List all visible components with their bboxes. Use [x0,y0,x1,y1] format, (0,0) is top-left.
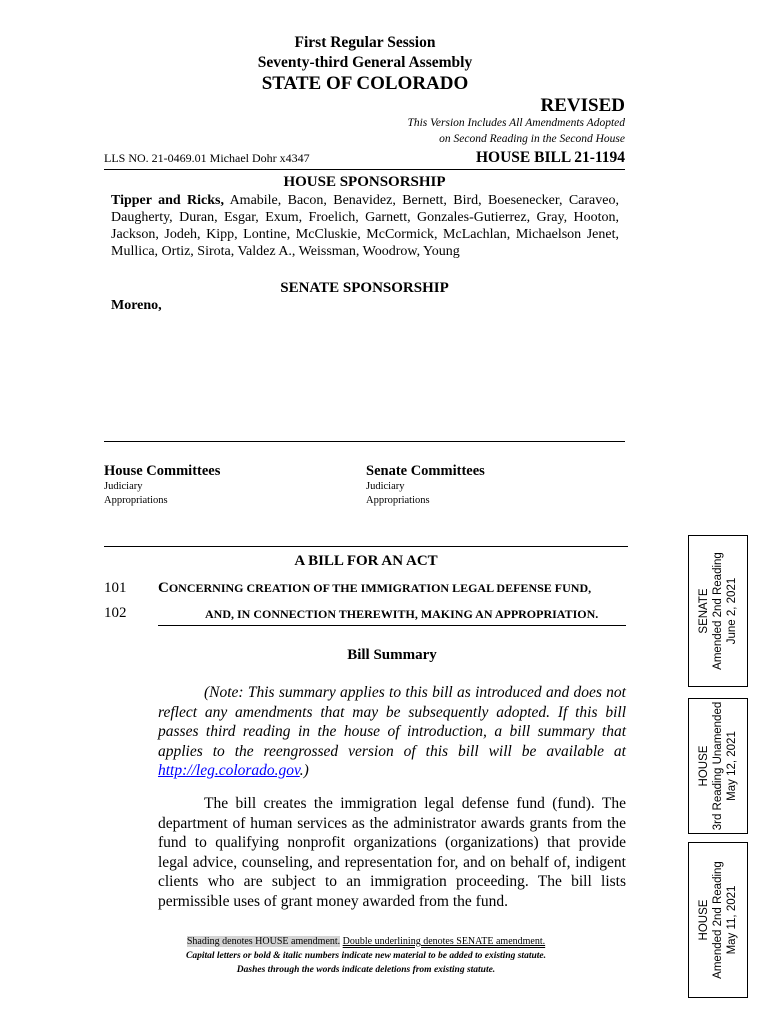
version-note-1: This Version Includes All Amendments Adopted [407,117,625,129]
bill-number: HOUSE BILL 21-1194 [475,149,625,166]
sponsors-line-3: Jackson, Jodeh, Kipp, Lontine, McCluskie, McCormick, McLachlan, Michaelson Jenet, [111,227,619,242]
status-text [697,552,739,670]
lead-sponsors: Tipper and Ricks, [111,193,224,208]
amendment-legend [104,936,628,947]
status-chamber: SENATE [698,588,710,634]
status-date: June 2, 2021 [726,577,738,645]
status-date: May 11, 2021 [726,885,738,955]
leg-colorado-link[interactable]: http://leg.colorado.gov [158,762,300,779]
state-title: STATE OF COLORADO [261,73,469,94]
senate-committees-heading: Senate Committees [366,463,485,479]
sponsors-line-1: Amabile, Bacon, Benavidez, Bernett, Bird, Boesenecker, Caraveo, [229,193,619,208]
assembly-title: Seventy-third General Assembly [257,54,473,71]
summary-heading: Bill Summary [347,647,437,663]
lls-number: LLS NO. 21-0469.01 Michael Dohr x4347 [104,151,310,165]
senate-committee-item: Judiciary [366,481,405,492]
summary-note [158,683,626,781]
house-committees-list [104,480,168,508]
summary-note-end: .) [299,762,309,779]
status-chamber: HOUSE [698,899,710,941]
bill-title-line-2: AND, IN CONNECTION THEREWITH, MAKING AN APPROPRIATION. [205,607,599,621]
title-underline [158,625,626,626]
line-number-101: 101 [104,580,127,596]
senate-sponsorship-heading: SENATE SPONSORSHIP [280,280,449,296]
summary-body: The bill creates the immigration legal defense fund (fund). The department of human services as the administrator awards grants from the fund to qualifying nonprofit organizations (organizations) that provide legal advice, counseling, and representation for, and on behalf of, indigent clients who are subject to an immigration proceeding. The bill lists permissible uses of grant money awarded from the fund. [158,795,626,910]
revised-label: REVISED [540,95,625,116]
status-box-house-2nd [688,842,748,998]
line-number-102: 102 [104,605,127,621]
status-box-house-3rd [688,698,748,834]
status-action: Amended 2nd Reading [712,861,724,979]
status-action: Amended 2nd Reading [712,552,724,670]
new-material-legend: Capital letters or bold & italic numbers indicate new material to be added to existing statute. [186,951,546,961]
status-text [697,702,739,831]
version-note-2: on Second Reading in the Second House [439,133,625,145]
house-sponsors [111,192,619,260]
status-action: 3rd Reading Unamended [712,701,724,831]
senate-sponsors: Moreno, [111,298,162,313]
summary-note-text: (Note: This summary applies to this bill as introduced and does not reflect any amendments that may be subsequently adopted. If this bill passes third reading in the house of introduction, a bill summary that applies to the reengrossed version of this bill will be available at [158,684,626,760]
committees-rule [104,441,625,442]
bill-rule [104,546,628,547]
status-box-senate [688,535,748,687]
house-committee-item: Judiciary [104,481,143,492]
bill-title: A BILL FOR AN ACT [294,553,438,569]
senate-amendment-legend: Double underlining denotes SENATE amendment. [342,936,546,947]
house-committees-heading: House Committees [104,463,221,479]
senate-committee-item: Appropriations [366,495,430,506]
house-amendment-legend: Shading denotes HOUSE amendment. [186,936,341,947]
status-text [697,861,739,979]
senate-committees-list [366,480,430,508]
header-rule [104,169,625,170]
sponsors-line-2: Daugherty, Duran, Esgar, Exum, Froelich, Garnett, Gonzales-Gutierrez, Gray, Hooton, [111,210,619,225]
title-initial: C [158,580,169,596]
house-sponsorship-heading: HOUSE SPONSORSHIP [283,174,446,190]
session-title: First Regular Session [294,34,436,51]
title-line-1-text: ONCERNING CREATION OF THE IMMIGRATION LEGAL DEFENSE FUND, [168,581,592,595]
bill-title-line-1 [158,580,626,597]
status-chamber: HOUSE [698,745,710,787]
house-committee-item: Appropriations [104,495,168,506]
sponsors-line-4: Mullica, Ortiz, Sirota, Valdez A., Weissman, Woodrow, Young [111,244,460,259]
status-date: May 12, 2021 [726,731,738,801]
deletion-legend: Dashes through the words indicate deletions from existing statute. [236,965,496,975]
